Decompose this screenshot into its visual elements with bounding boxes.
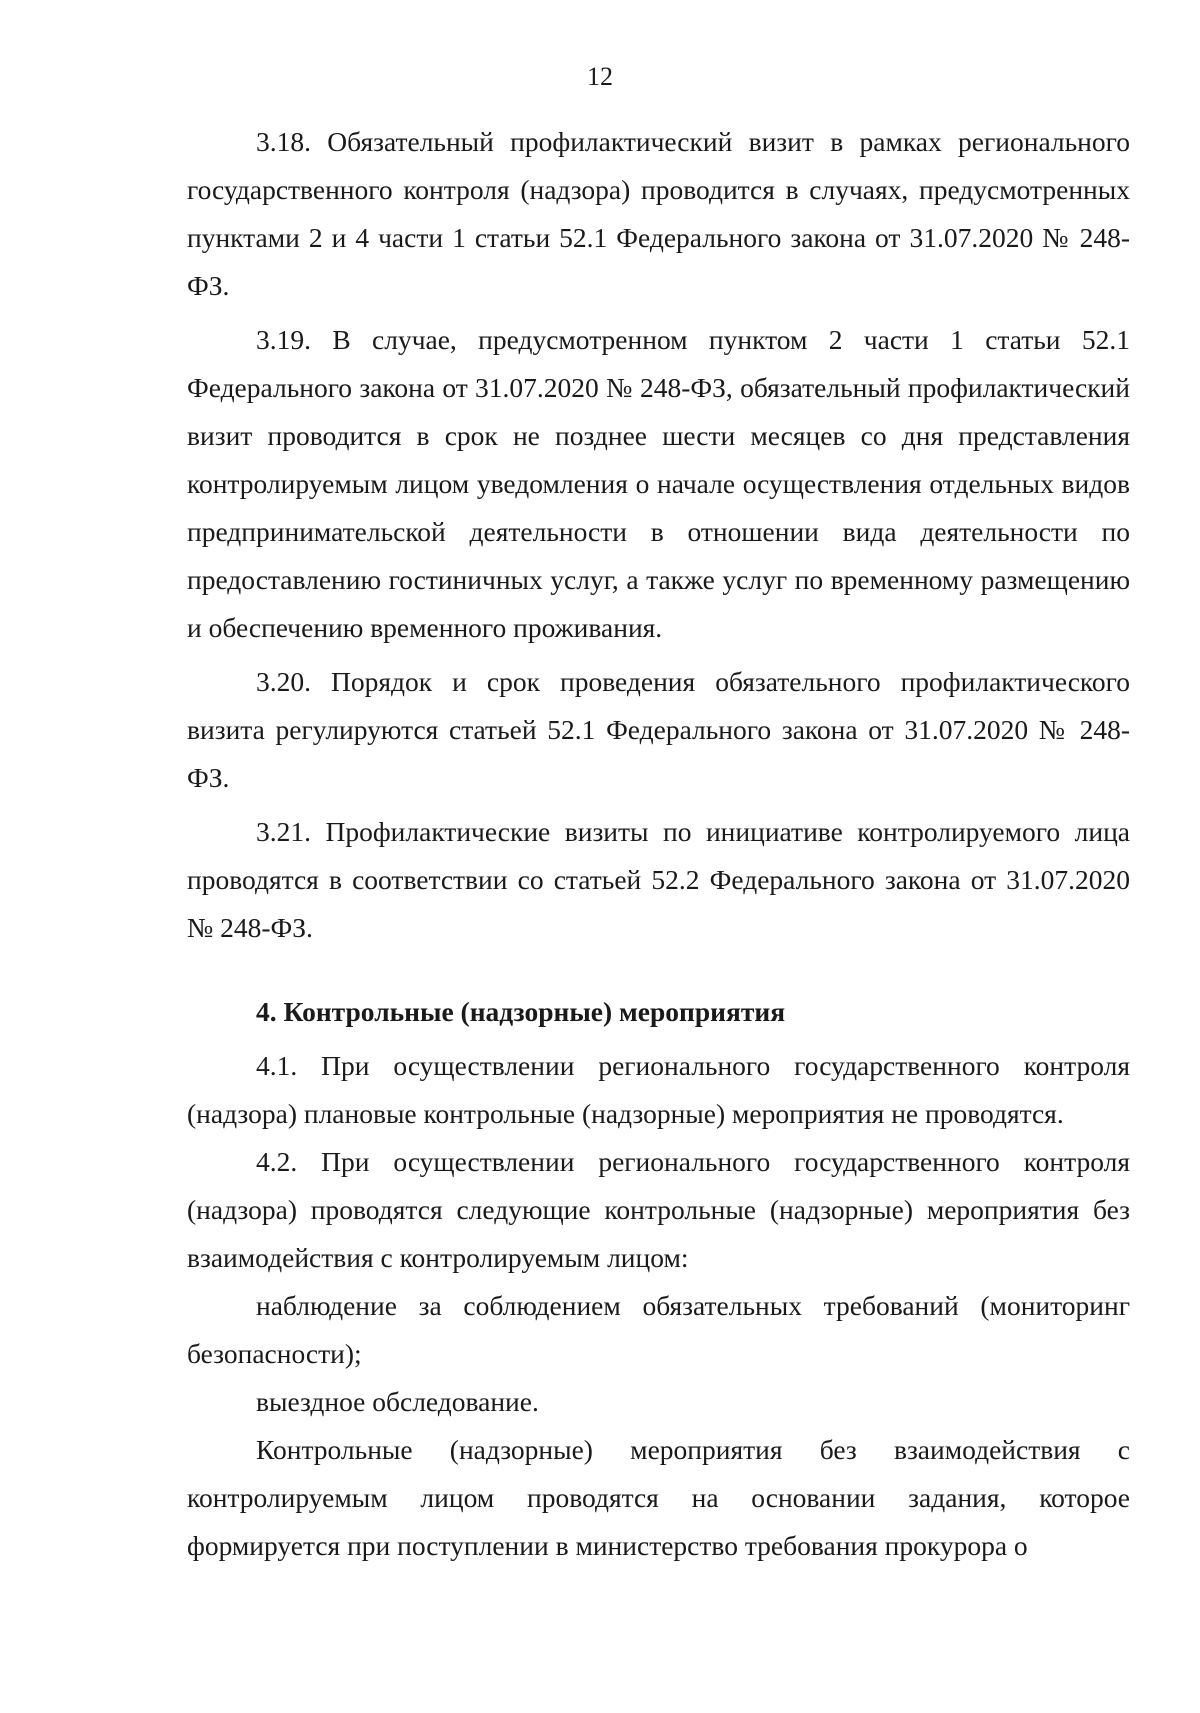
paragraph-4-1: 4.1. При осуществлении регионального государственного контроля (надзора) плановые контрольные (надзорные) мероприятия не проводятся. xyxy=(187,1050,1130,1129)
paragraph-3-19: 3.19. В случае, предусмотренном пунктом 2 части 1 статьи 52.1 Федерального закона от 31.07.2020 № 248-ФЗ, обязательный профилактический визит проводится в срок не позднее шести месяцев со дня представления контролируемым лицом уведомления о начале осуществления отдельных видов предпринимательской деятельности в отношении вида деятельности по предоставлению гостиничных услуг, а также услуг по временному размещению и обеспечению временного проживания. xyxy=(187,324,1130,643)
paragraph-final: Контрольные (надзорные) мероприятия без взаимодействия с контролируемым лицом проводятся на основании задания, которое формируется при поступлении в министерство требования прокурора о xyxy=(187,1434,1130,1561)
paragraph-4-2: 4.2. При осуществлении регионального государственного контроля (надзора) проводятся следующие контрольные (надзорные) мероприятия без взаимодействия с контролируемым лицом: xyxy=(187,1146,1130,1273)
section-4-heading: 4. Контрольные (надзорные) мероприятия xyxy=(256,996,786,1027)
document-body xyxy=(187,118,1130,1570)
paragraph-3-18: 3.18. Обязательный профилактический визит в рамках регионального государственного контроля (надзора) проводится в случаях, предусмотренных пунктами 2 и 4 части 1 статьи 52.1 Федерального закона от 31.07.2020 № 248-ФЗ. xyxy=(187,126,1130,301)
page-number: 12 xyxy=(587,62,613,91)
spacer xyxy=(187,952,1130,988)
paragraph-3-20: 3.20. Порядок и срок проведения обязательного профилактического визита регулируются статьей 52.1 Федерального закона от 31.07.2020 № 248-ФЗ. xyxy=(187,666,1130,793)
paragraph-inspection: выездное обследование. xyxy=(256,1386,539,1417)
paragraph-monitoring: наблюдение за соблюдением обязательных требований (мониторинг безопасности); xyxy=(187,1290,1130,1369)
paragraph-3-21: 3.21. Профилактические визиты по инициативе контролируемого лица проводятся в соответствии со статьей 52.2 Федерального закона от 31.07.2020 № 248-ФЗ. xyxy=(187,816,1130,943)
